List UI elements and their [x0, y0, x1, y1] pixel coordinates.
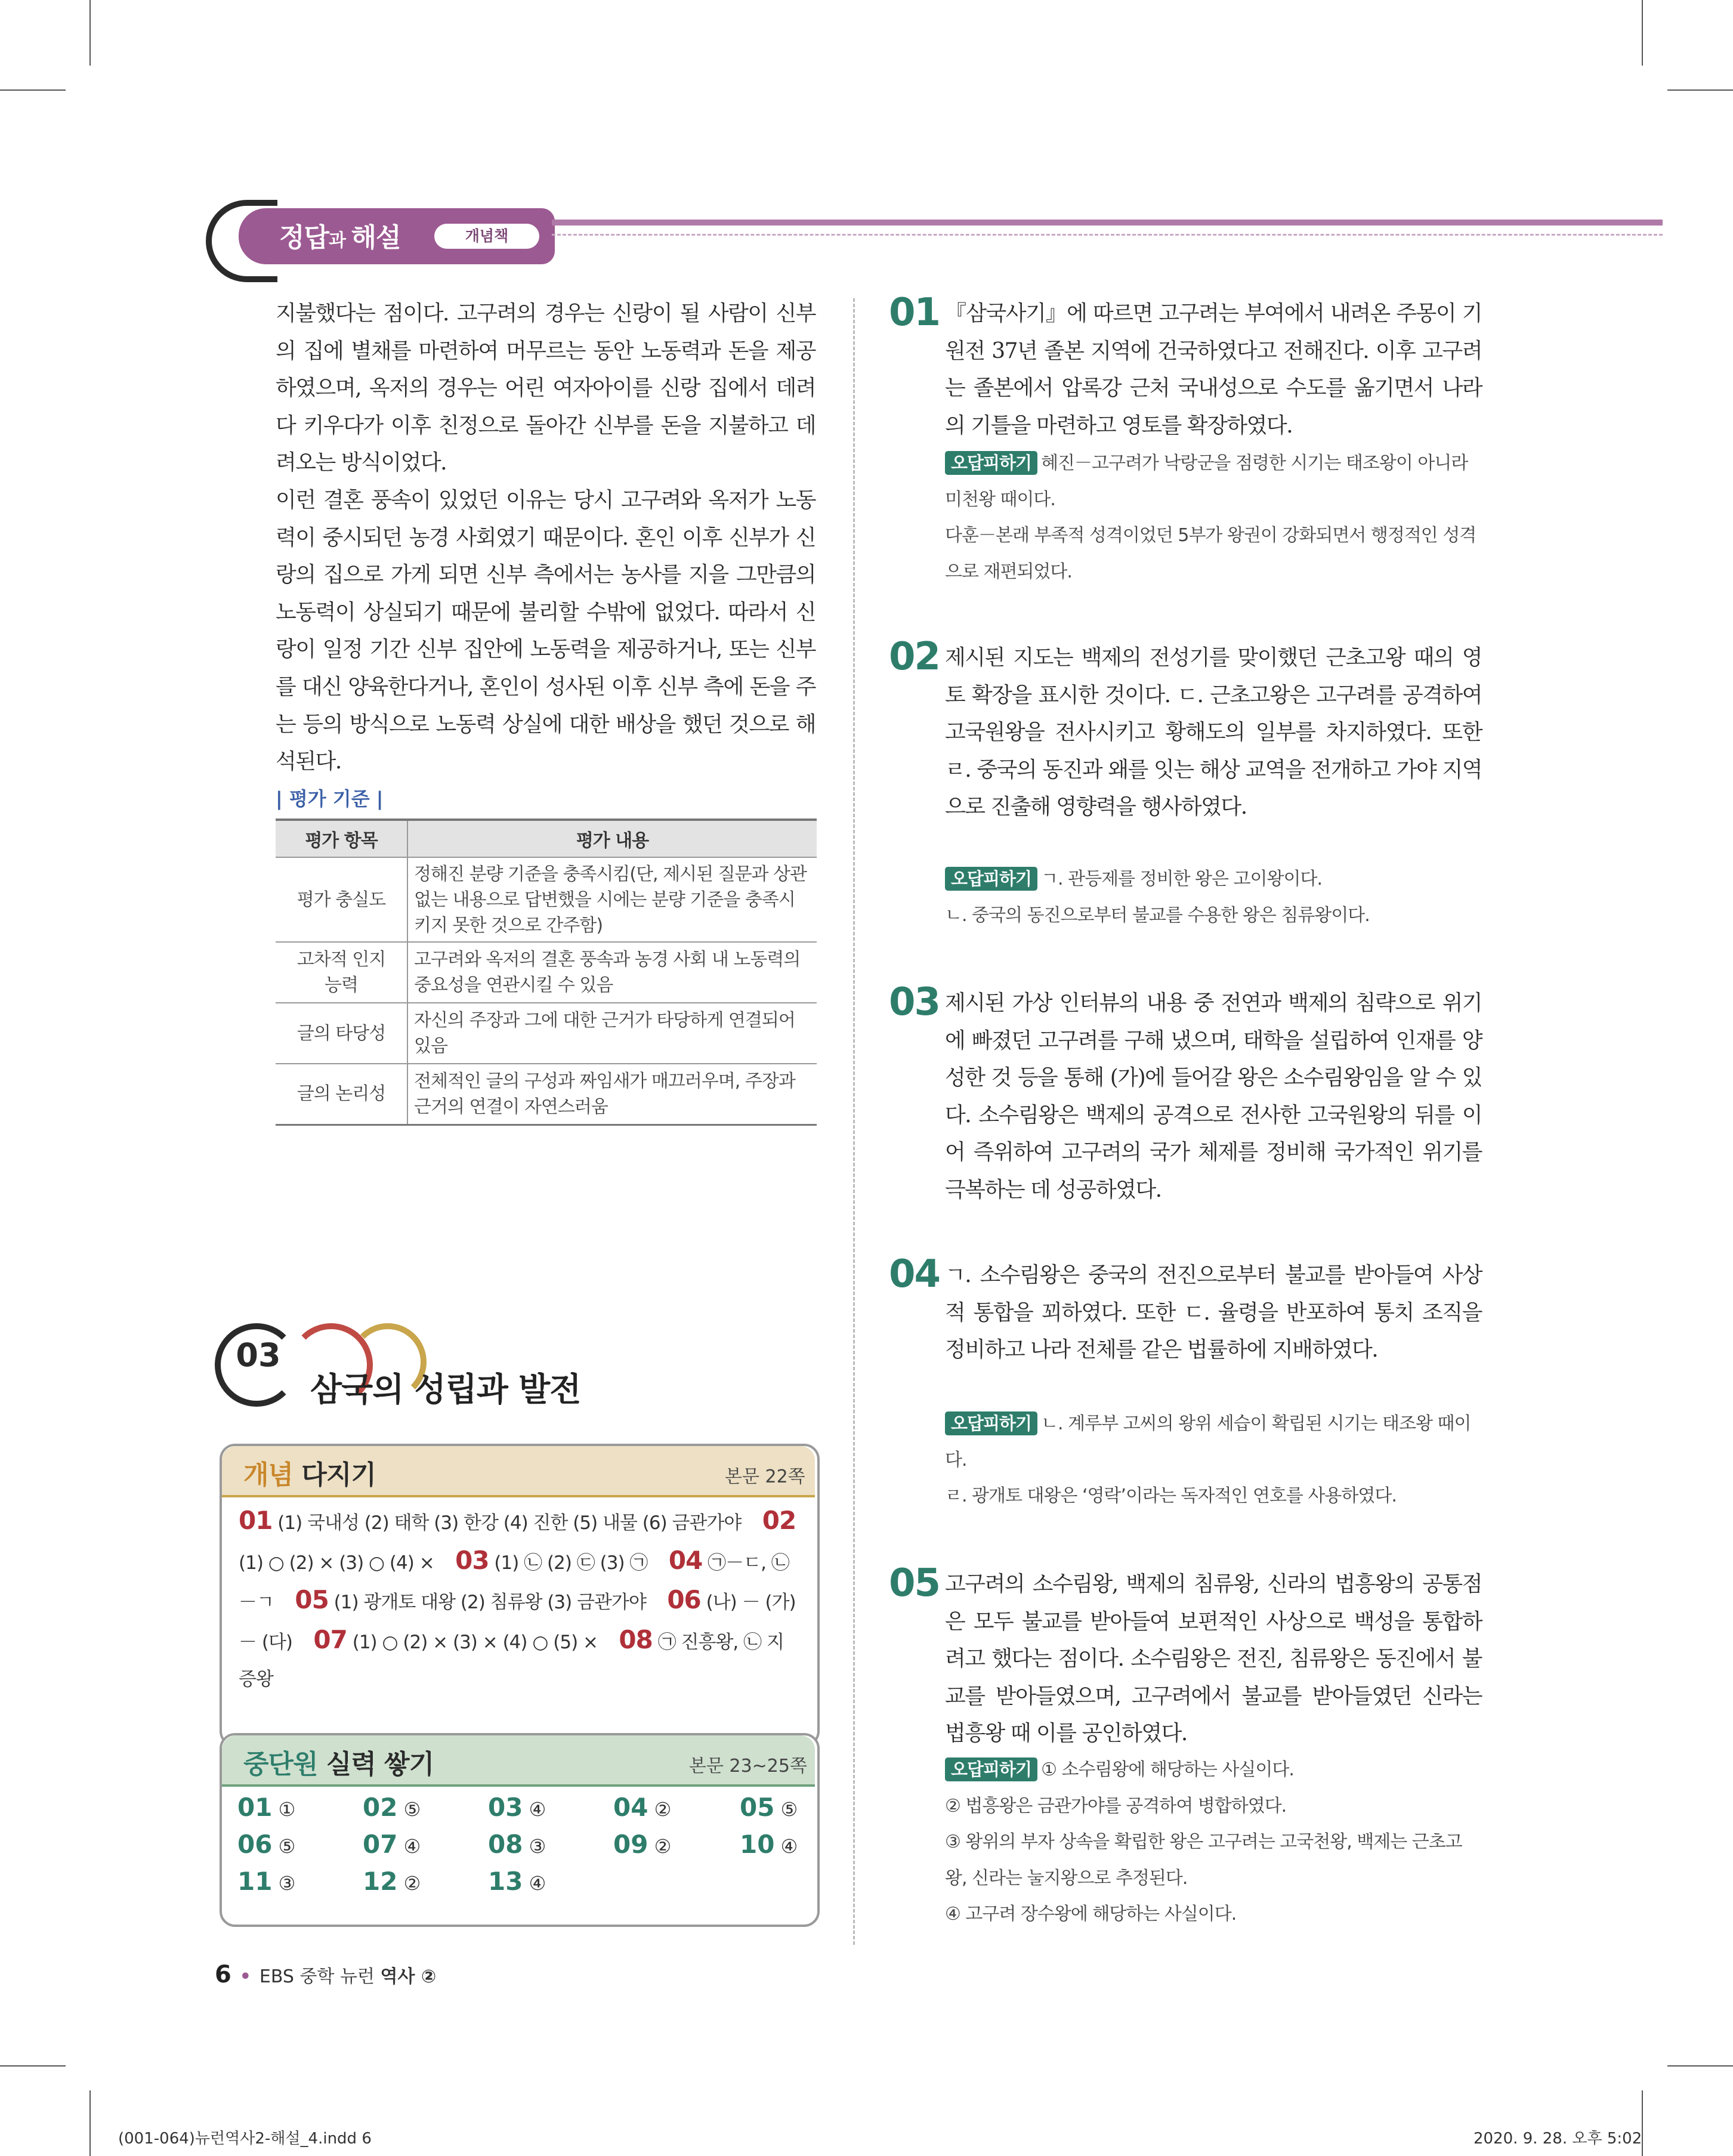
page-footer [215, 1961, 436, 1988]
table-row [276, 1003, 817, 1064]
header-title: 정답과 해설 [279, 223, 401, 253]
wrong-answer-tag: 오답피하기 [945, 1411, 1037, 1435]
section-number: 03 [236, 1336, 281, 1374]
criteria-content: 고구려와 옥저의 결혼 풍속과 농경 사회 내 노동력의 중요성을 연관시킬 수 있음 [407, 942, 817, 1003]
answer-item: 06 ⑤ [237, 1830, 296, 1859]
answer-item: 03 ④ [488, 1793, 546, 1822]
table-row [276, 1064, 817, 1125]
question-number: 05 [889, 1561, 940, 1605]
midterm-box-ref: 본문 23~25쪽 [689, 1756, 807, 1777]
print-date: 2020. 9. 28. 오후 5:02 [1473, 2130, 1642, 2148]
header-pill: 개념책 [434, 224, 539, 249]
column-header: 평가 내용 [407, 820, 817, 857]
answer-item: 05 ⑤ [740, 1793, 798, 1822]
question-number: 04 [889, 1252, 940, 1296]
wrong-answer-tag: 오답피하기 [945, 451, 1037, 475]
question-number: 01 [889, 291, 940, 335]
criteria-item: 고차적 인지 능력 [276, 942, 407, 1003]
book-title: EBS 중학 뉴런 역사 ② [259, 1966, 437, 1987]
wrong-answer-notes: 오답피하기 ㄱ. 관등제를 정비한 왕은 고이왕이다. ㄴ. 중국의 동진으로부터 불교를 수용한 왕은 침류왕이다. [945, 861, 1482, 934]
answer-item: 11 ③ [237, 1867, 296, 1896]
answer-item: 02 ⑤ [363, 1793, 421, 1822]
wrong-answer-notes: 오답피하기 혜진－고구려가 낙랑군을 점령한 시기는 태조왕이 아니라 미천왕 때이다. 다훈－본래 부족적 성격이었던 5부가 왕권이 강화되면서 행정적인 성격으로 재편되었다. [945, 446, 1482, 590]
crop-mark [1642, 2090, 1643, 2156]
crop-mark [0, 2065, 66, 2067]
concept-box-title: 개념 다지기 [243, 1460, 376, 1490]
answer-text: ㄱ. 소수림왕은 중국의 전진으로부터 불교를 받아들여 사상적 통합을 꾀하였다. 또한 ㄷ. 율령을 반포하여 통치 조직을 정비하고 나라 전체를 같은 법률하에 지배하였다. [945, 1263, 1482, 1363]
criteria-table [276, 818, 817, 1126]
section-title: 삼국의 성립과 발전 [310, 1370, 581, 1408]
answer-item: 08 ③ [488, 1830, 546, 1859]
midterm-box-header-rule [222, 1784, 815, 1787]
page-number: 6 [215, 1961, 231, 1988]
answer-item: 04 ② [613, 1793, 672, 1822]
answer-text: 제시된 지도는 백제의 전성기를 맞이했던 근초고왕 때의 영토 확장을 표시한 것이다. ㄷ. 근초고왕은 고구려를 공격하여 고국원왕을 전사시키고 황해도의 일부를 차지하였다. 또한 ㄹ. 중국의 동진과 왜를 잇는 해상 교역을 전개하고 가야 지역으로 진출해 영향력을 행사하였다. [945, 645, 1482, 820]
table-row [276, 857, 817, 942]
wrong-answer-tag: 오답피하기 [945, 1757, 1037, 1781]
wrong-answer-tag: 오답피하기 [945, 867, 1037, 891]
criteria-content: 전체적인 글의 구성과 짜임새가 매끄러우며, 주장과 근거의 연결이 자연스러움 [407, 1064, 817, 1125]
answer-text: 제시된 가상 인터뷰의 내용 중 전연과 백제의 침략으로 위기에 빠졌던 고구려를 구해 냈으며, 태학을 설립하여 인재를 양성한 것 등을 통해 (가)에 들어갈 왕은 소수림왕임을 알 수 있다. 소수림왕은 백제의 공격으로 전사한 고국원왕의 뒤를 이어 즉위하여 고구려의 국가 체제를 정비해 국가적인 위기를 극복하는 데 성공하였다. [945, 991, 1482, 1202]
wrong-answer-notes: 오답피하기 ① 소수림왕에 해당하는 사실이다. ② 법흥왕은 금관가야를 공격하여 병합하였다. ③ 왕위의 부자 상속을 확립한 왕은 고구려는 고국천왕, 백제는 근초고왕, 신라는 눌지왕으로 추정된다. ④ 고구려 장수왕에 해당하는 사실이다. [945, 1752, 1482, 1933]
criteria-item: 평가 충실도 [276, 857, 407, 942]
crop-mark [0, 89, 66, 91]
criteria-item: 글의 논리성 [276, 1064, 407, 1125]
criteria-content: 정해진 분량 기준을 충족시킴(단, 제시된 질문과 상관없는 내용으로 답변했을 시에는 분량 기준을 충족시키지 못한 것으로 간주함) [407, 857, 817, 942]
wrong-answer-notes: 오답피하기 ㄴ. 계루부 고씨의 왕위 세습이 확립된 시기는 태조왕 때이다. ㄹ. 광개토 대왕은 ‘영락’이라는 독자적인 연호를 사용하였다. [945, 1406, 1482, 1515]
column-header: 평가 항목 [276, 820, 407, 857]
answer-item: 07 ④ [363, 1830, 421, 1859]
crop-mark [1667, 2065, 1733, 2067]
answer-item: 01 ① [237, 1793, 296, 1822]
left-answer-text [276, 295, 815, 781]
column-divider [853, 298, 855, 1945]
question-number: 03 [889, 980, 940, 1024]
answer-item: 10 ④ [740, 1830, 798, 1859]
concept-answers: 01 (1) 국내성 (2) 태학 (3) 한강 (4) 진한 (5) 내물 (6) 금관가야 02 (1) ○ (2) × (3) ○ (4) × 03 (1) ㉡ (2) ㉢ (3) ㉠ 04 ㉠－ㄷ, ㉡－ㄱ 05 (1) 광개토 대왕 (2) 침류왕 (3) 금관가야 06 (나) － (가) － (다) 07 (1) ○ (2) × (3) × (4) ○ (5) × 08 ㉠ 진흥왕, ㉡ 지증왕 [239, 1506, 796, 1690]
crop-mark [1667, 89, 1733, 91]
question-number: 02 [889, 635, 940, 679]
paragraph: 지불했다는 점이다. 고구려의 경우는 신랑이 될 사람이 신부의 집에 별채를 마련하여 머무르는 동안 노동력과 돈을 제공하였으며, 옥저의 경우는 어린 여자아이를 신랑 집에서 데려다 키우다가 이후 친정으로 돌아간 신부를 돈을 지불하고 데려오는 방식이었다. [276, 301, 815, 475]
crop-mark [1642, 0, 1643, 66]
table-header-row [276, 820, 817, 857]
answer-text: 『삼국사기』에 따르면 고구려는 부여에서 내려온 주몽이 기원전 37년 졸본 지역에 건국하였다고 전해진다. 이후 고구려는 졸본에서 압록강 근처 국내성으로 수도를 옮기면서 나라의 기틀을 마련하고 영토를 확장하였다. [945, 301, 1482, 438]
header-dashed-rule [552, 234, 1663, 236]
answer-item: 13 ④ [488, 1867, 546, 1896]
criteria-label: | 평가 기준 | [276, 787, 384, 810]
criteria-content: 자신의 주장과 그에 대한 근거가 타당하게 연결되어 있음 [407, 1003, 817, 1064]
print-file-info: (001-064)뉴런역사2-해설_4.indd 6 [118, 2130, 372, 2148]
concept-box-header-rule [222, 1495, 815, 1497]
answer-item: 12 ② [363, 1867, 421, 1896]
answer-item: 09 ② [613, 1830, 672, 1859]
crop-mark [89, 0, 91, 66]
answer-text: 고구려의 소수림왕, 백제의 침류왕, 신라의 법흥왕의 공통점은 모두 불교를 받아들여 보편적인 사상으로 백성을 통합하려고 했다는 점이다. 소수림왕은 전진, 침류왕은 동진에서 불교를 받아들였으며, 고구려에서 불교를 받아들였던 신라는 법흥왕 때 이를 공인하였다. [945, 1572, 1482, 1746]
table-row [276, 942, 817, 1003]
paragraph: 이런 결혼 풍속이 있었던 이유는 당시 고구려와 옥저가 노동력이 중시되던 농경 사회였기 때문이다. 혼인 이후 신부가 신랑의 집으로 가게 되면 신부 측에서는 농사를 지을 그만큼의 노동력이 상실되기 때문에 불리할 수밖에 없었다. 따라서 신랑이 일정 기간 신부 집안에 노동력을 제공하거나, 또는 신부를 대신 양육한다거나, 혼인이 성사된 이후 신부 측에 돈을 주는 등의 방식으로 노동력 상실에 대한 배상을 했던 것으로 해석된다. [276, 487, 815, 774]
midterm-box-title: 중단원 실력 쌓기 [243, 1749, 434, 1780]
criteria-item: 글의 타당성 [276, 1003, 407, 1064]
crop-mark [89, 2090, 91, 2156]
footer-bullet: • [239, 1966, 251, 1987]
concept-box-ref: 본문 22쪽 [725, 1466, 805, 1487]
header-rule [552, 220, 1663, 226]
